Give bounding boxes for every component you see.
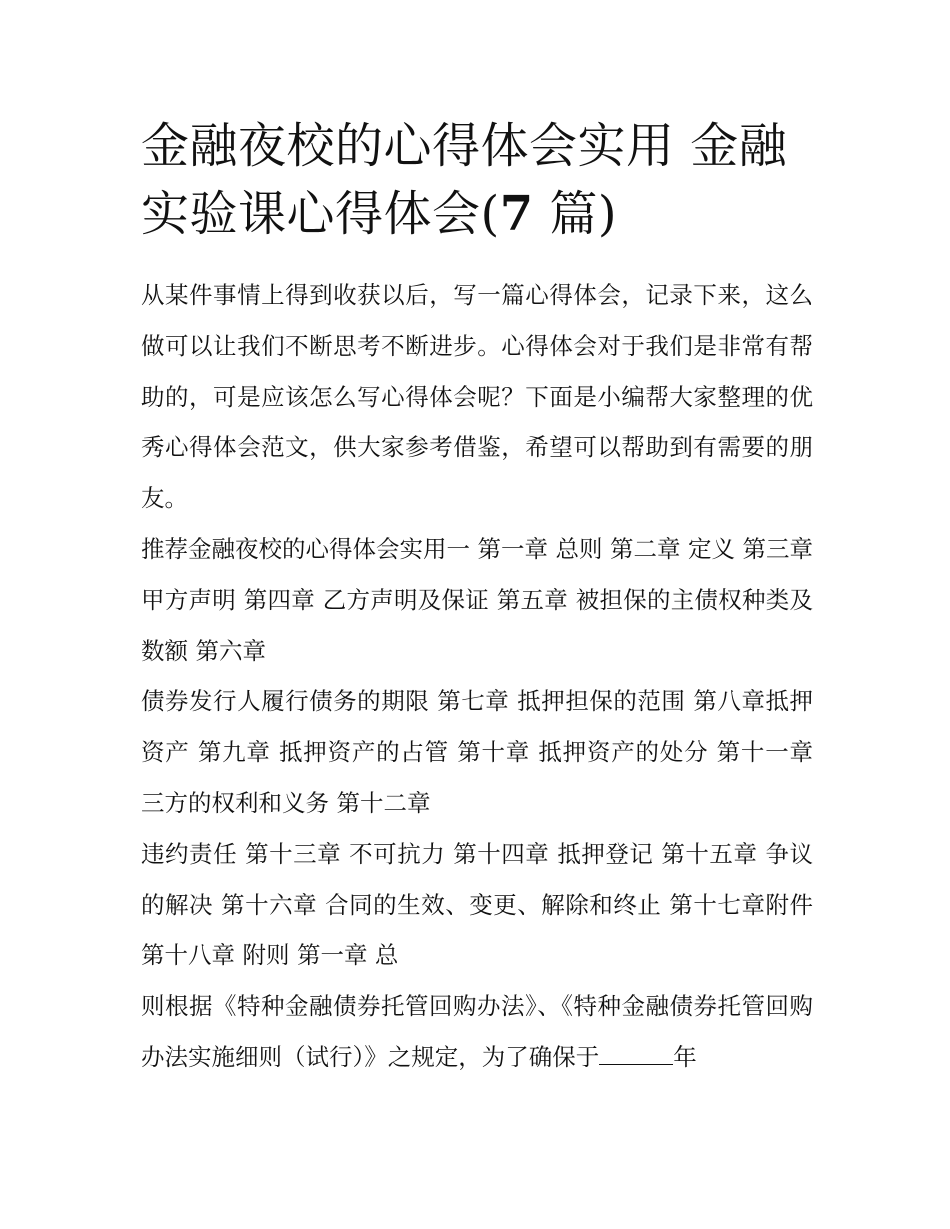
intro-paragraph: 从某件事情上得到收获以后，写一篇心得体会，记录下来，这么做可以让我们不断思考不断进步。心得体会对于我们是非常有帮助的，可是应该怎么写心得体会呢？下面是小编帮大家整理的优秀心得体会范文，供大家参考借鉴，希望可以帮助到有需要的朋友。 [141, 281, 813, 513]
chapter-list-paragraph-2: 债券发行人履行债务的期限 第七章 抵押担保的范围 第八章抵押资产 第九章 抵押资产的占管 第十章 抵押资产的处分 第十一章 三方的权利和义务 第十二章 [141, 687, 813, 817]
document-title [141, 112, 813, 248]
legal-basis-text: 则根据《特种金融债券托管回购办法》、《特种金融债券托管回购办法实施细则（试行）》之规定，为了确保于 [141, 992, 813, 1071]
title-text-part1: 金融夜校的心得体会实用 金融实验课心得体会( [141, 118, 788, 242]
document-page [141, 112, 813, 1083]
fill-in-blank [599, 1046, 673, 1065]
document-body [141, 270, 813, 1083]
legal-basis-text-end: 年 [673, 1042, 697, 1071]
legal-basis-paragraph [141, 981, 813, 1083]
chapter-list-paragraph-1: 推荐金融夜校的心得体会实用一 第一章 总则 第二章 定义 第三章 甲方声明 第四章 乙方声明及保证 第五章 被担保的主债权种类及数额 第六章 [141, 534, 813, 665]
title-text-part2: 篇) [533, 186, 618, 242]
title-number: 7 [499, 186, 534, 242]
chapter-list-paragraph-3: 违约责任 第十三章 不可抗力 第十四章 抵押登记 第十五章 争议的解决 第十六章 合同的生效、变更、解除和终止 第十七章附件 第十八章 附则 第一章 总 [141, 839, 813, 970]
